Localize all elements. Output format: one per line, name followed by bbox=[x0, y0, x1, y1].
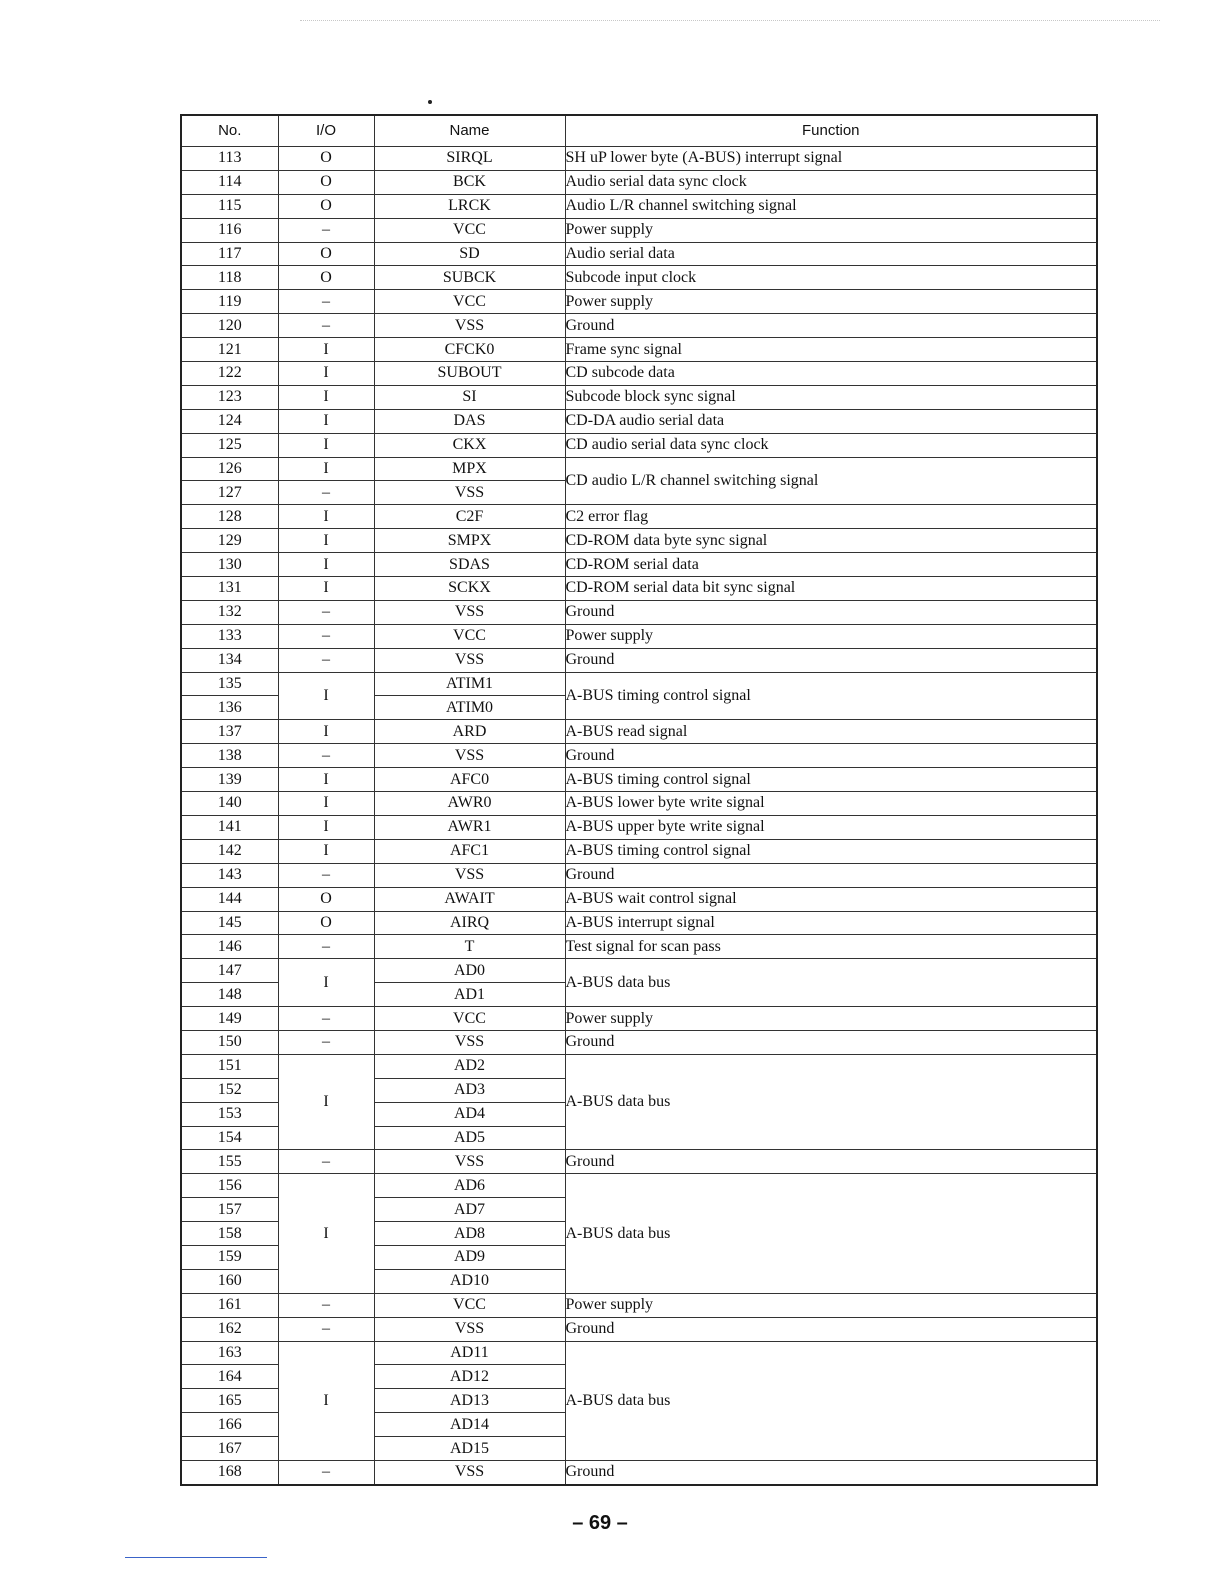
pin-number-cell: 126 bbox=[181, 457, 278, 481]
pin-io-cell: – bbox=[278, 290, 374, 314]
pin-io-cell: I bbox=[278, 505, 374, 529]
pin-function-cell: A-BUS data bus bbox=[565, 1174, 1097, 1293]
bottom-rule bbox=[125, 1557, 267, 1558]
pin-number-cell: 121 bbox=[181, 338, 278, 362]
table-row bbox=[181, 1460, 1097, 1484]
pin-function-cell: Power supply bbox=[565, 1293, 1097, 1317]
pin-io-cell: – bbox=[278, 624, 374, 648]
pin-name-cell: T bbox=[374, 935, 565, 959]
table-row bbox=[181, 1150, 1097, 1174]
pin-io-cell: O bbox=[278, 147, 374, 171]
page-number: – 69 – bbox=[572, 1512, 628, 1534]
pin-name-cell: AD5 bbox=[374, 1126, 565, 1150]
pin-number-cell: 152 bbox=[181, 1078, 278, 1102]
pin-name-cell: SMPX bbox=[374, 529, 565, 553]
pin-number-cell: 122 bbox=[181, 362, 278, 386]
pin-name-cell: LRCK bbox=[374, 194, 565, 218]
table-row bbox=[181, 1030, 1097, 1054]
table-row bbox=[181, 815, 1097, 839]
pin-function-cell: Ground bbox=[565, 648, 1097, 672]
pin-function-cell: CD subcode data bbox=[565, 362, 1097, 386]
pin-io-cell: O bbox=[278, 887, 374, 911]
pin-name-cell: SUBCK bbox=[374, 266, 565, 290]
table-row bbox=[181, 1341, 1097, 1365]
pin-function-cell: Power supply bbox=[565, 624, 1097, 648]
pin-number-cell: 144 bbox=[181, 887, 278, 911]
table-row bbox=[181, 409, 1097, 433]
pin-number-cell: 163 bbox=[181, 1341, 278, 1365]
pin-io-cell: – bbox=[278, 1317, 374, 1341]
pin-name-cell: SDAS bbox=[374, 553, 565, 577]
pin-name-cell: AD4 bbox=[374, 1102, 565, 1126]
pin-number-cell: 118 bbox=[181, 266, 278, 290]
pin-io-cell: – bbox=[278, 744, 374, 768]
pin-io-cell: – bbox=[278, 863, 374, 887]
pin-name-cell: AD1 bbox=[374, 983, 565, 1007]
pin-name-cell: VSS bbox=[374, 1460, 565, 1484]
pin-name-cell: AD7 bbox=[374, 1198, 565, 1222]
pin-number-cell: 135 bbox=[181, 672, 278, 696]
pin-name-cell: AD15 bbox=[374, 1437, 565, 1461]
pin-io-cell: – bbox=[278, 1293, 374, 1317]
table-row bbox=[181, 338, 1097, 362]
pin-name-cell: CKX bbox=[374, 433, 565, 457]
pin-number-cell: 124 bbox=[181, 409, 278, 433]
pin-name-cell: AD0 bbox=[374, 959, 565, 983]
pin-function-cell: Ground bbox=[565, 314, 1097, 338]
table-row bbox=[181, 1007, 1097, 1031]
pin-number-cell: 166 bbox=[181, 1413, 278, 1437]
pin-function-cell: A-BUS interrupt signal bbox=[565, 911, 1097, 935]
table-row bbox=[181, 457, 1097, 481]
pin-function-cell: Power supply bbox=[565, 1007, 1097, 1031]
pin-name-cell: VCC bbox=[374, 290, 565, 314]
table-row bbox=[181, 553, 1097, 577]
pin-function-cell: A-BUS timing control signal bbox=[565, 839, 1097, 863]
pin-number-cell: 120 bbox=[181, 314, 278, 338]
pin-name-cell: VSS bbox=[374, 314, 565, 338]
pin-name-cell: VSS bbox=[374, 481, 565, 505]
pin-number-cell: 136 bbox=[181, 696, 278, 720]
pin-name-cell: VSS bbox=[374, 600, 565, 624]
pin-name-cell: AFC0 bbox=[374, 768, 565, 792]
pin-function-cell: SH uP lower byte (A-BUS) interrupt signal bbox=[565, 147, 1097, 171]
pin-function-cell: A-BUS upper byte write signal bbox=[565, 815, 1097, 839]
pin-io-cell: I bbox=[278, 792, 374, 816]
pin-name-cell: SUBOUT bbox=[374, 362, 565, 386]
pin-number-cell: 123 bbox=[181, 385, 278, 409]
pin-function-cell: C2 error flag bbox=[565, 505, 1097, 529]
pin-number-cell: 145 bbox=[181, 911, 278, 935]
table-row bbox=[181, 1317, 1097, 1341]
pin-function-cell: A-BUS lower byte write signal bbox=[565, 792, 1097, 816]
table-row bbox=[181, 1054, 1097, 1078]
pin-number-cell: 114 bbox=[181, 170, 278, 194]
pin-name-cell: AWR1 bbox=[374, 815, 565, 839]
table-row bbox=[181, 1174, 1097, 1198]
pin-function-cell: Ground bbox=[565, 863, 1097, 887]
pin-io-cell: I bbox=[278, 815, 374, 839]
pin-name-cell: AD11 bbox=[374, 1341, 565, 1365]
pin-io-cell: – bbox=[278, 1460, 374, 1484]
table-row bbox=[181, 744, 1097, 768]
pin-function-cell: A-BUS timing control signal bbox=[565, 768, 1097, 792]
pin-name-cell: AD9 bbox=[374, 1245, 565, 1269]
pin-io-cell: – bbox=[278, 1030, 374, 1054]
table-row bbox=[181, 505, 1097, 529]
pin-io-cell: – bbox=[278, 648, 374, 672]
pin-name-cell: AD8 bbox=[374, 1222, 565, 1246]
table-row bbox=[181, 792, 1097, 816]
pin-function-cell: Test signal for scan pass bbox=[565, 935, 1097, 959]
table-row bbox=[181, 314, 1097, 338]
pin-name-cell: VCC bbox=[374, 218, 565, 242]
pin-function-cell: Power supply bbox=[565, 290, 1097, 314]
pin-io-cell: I bbox=[278, 385, 374, 409]
pin-name-cell: AD10 bbox=[374, 1269, 565, 1293]
header-io: I/O bbox=[278, 115, 374, 147]
pin-name-cell: SI bbox=[374, 385, 565, 409]
table-row bbox=[181, 863, 1097, 887]
pin-number-cell: 168 bbox=[181, 1460, 278, 1484]
pin-name-cell: VCC bbox=[374, 1293, 565, 1317]
pin-function-cell: Frame sync signal bbox=[565, 338, 1097, 362]
pin-name-cell: AD2 bbox=[374, 1054, 565, 1078]
pin-number-cell: 132 bbox=[181, 600, 278, 624]
table-row bbox=[181, 600, 1097, 624]
pin-io-cell: I bbox=[278, 720, 374, 744]
pin-name-cell: MPX bbox=[374, 457, 565, 481]
pin-number-cell: 146 bbox=[181, 935, 278, 959]
pin-io-cell: I bbox=[278, 672, 374, 720]
pin-function-cell: Audio L/R channel switching signal bbox=[565, 194, 1097, 218]
pin-name-cell: VSS bbox=[374, 1317, 565, 1341]
pin-number-cell: 141 bbox=[181, 815, 278, 839]
header-name: Name bbox=[374, 115, 565, 147]
pin-function-cell: Subcode input clock bbox=[565, 266, 1097, 290]
pin-name-cell: AIRQ bbox=[374, 911, 565, 935]
pin-function-cell: Subcode block sync signal bbox=[565, 385, 1097, 409]
pin-function-cell: Ground bbox=[565, 1030, 1097, 1054]
pin-number-cell: 127 bbox=[181, 481, 278, 505]
pin-io-cell: O bbox=[278, 911, 374, 935]
table-row bbox=[181, 911, 1097, 935]
pin-function-cell: Audio serial data bbox=[565, 242, 1097, 266]
pin-number-cell: 150 bbox=[181, 1030, 278, 1054]
table-body bbox=[181, 147, 1097, 1485]
pin-io-cell: I bbox=[278, 409, 374, 433]
pin-number-cell: 139 bbox=[181, 768, 278, 792]
table-row bbox=[181, 147, 1097, 171]
pin-io-cell: I bbox=[278, 433, 374, 457]
pin-number-cell: 159 bbox=[181, 1245, 278, 1269]
pin-name-cell: C2F bbox=[374, 505, 565, 529]
pin-number-cell: 142 bbox=[181, 839, 278, 863]
table-row bbox=[181, 720, 1097, 744]
pin-io-cell: – bbox=[278, 935, 374, 959]
pin-name-cell: AWR0 bbox=[374, 792, 565, 816]
pin-number-cell: 113 bbox=[181, 147, 278, 171]
pin-io-cell: I bbox=[278, 959, 374, 1007]
pin-number-cell: 129 bbox=[181, 529, 278, 553]
pin-function-cell: A-BUS data bus bbox=[565, 1341, 1097, 1460]
header-function: Function bbox=[565, 115, 1097, 147]
pin-io-cell: I bbox=[278, 529, 374, 553]
pin-io-cell: I bbox=[278, 457, 374, 481]
table-row bbox=[181, 768, 1097, 792]
pin-function-cell: A-BUS data bus bbox=[565, 1054, 1097, 1150]
pin-function-cell: A-BUS data bus bbox=[565, 959, 1097, 1007]
table-row bbox=[181, 170, 1097, 194]
pin-number-cell: 149 bbox=[181, 1007, 278, 1031]
pin-number-cell: 116 bbox=[181, 218, 278, 242]
pin-number-cell: 162 bbox=[181, 1317, 278, 1341]
pin-name-cell: VSS bbox=[374, 1150, 565, 1174]
pin-name-cell: VCC bbox=[374, 1007, 565, 1031]
pin-io-cell: I bbox=[278, 577, 374, 601]
pin-function-cell: Ground bbox=[565, 1460, 1097, 1484]
pin-number-cell: 147 bbox=[181, 959, 278, 983]
table-row bbox=[181, 433, 1097, 457]
pin-number-cell: 133 bbox=[181, 624, 278, 648]
pin-number-cell: 128 bbox=[181, 505, 278, 529]
pin-number-cell: 151 bbox=[181, 1054, 278, 1078]
pin-name-cell: VSS bbox=[374, 1030, 565, 1054]
table-row bbox=[181, 362, 1097, 386]
pin-name-cell: AD6 bbox=[374, 1174, 565, 1198]
pin-io-cell: – bbox=[278, 1150, 374, 1174]
pin-number-cell: 154 bbox=[181, 1126, 278, 1150]
pin-io-cell: O bbox=[278, 242, 374, 266]
pin-function-cell: CD-ROM serial data bit sync signal bbox=[565, 577, 1097, 601]
pin-name-cell: DAS bbox=[374, 409, 565, 433]
pin-function-cell: Audio serial data sync clock bbox=[565, 170, 1097, 194]
pin-number-cell: 148 bbox=[181, 983, 278, 1007]
pin-name-cell: ATIM1 bbox=[374, 672, 565, 696]
table-row bbox=[181, 887, 1097, 911]
pin-name-cell: VSS bbox=[374, 744, 565, 768]
pin-name-cell: AD13 bbox=[374, 1389, 565, 1413]
table-row bbox=[181, 648, 1097, 672]
pin-name-cell: AD12 bbox=[374, 1365, 565, 1389]
pin-name-cell: ARD bbox=[374, 720, 565, 744]
pin-function-cell: CD audio L/R channel switching signal bbox=[565, 457, 1097, 505]
pin-function-table bbox=[180, 114, 1098, 1486]
pin-name-cell: CFCK0 bbox=[374, 338, 565, 362]
pin-number-cell: 137 bbox=[181, 720, 278, 744]
pin-name-cell: BCK bbox=[374, 170, 565, 194]
scan-speck bbox=[428, 100, 432, 104]
pin-number-cell: 119 bbox=[181, 290, 278, 314]
table-row bbox=[181, 672, 1097, 696]
table-row bbox=[181, 242, 1097, 266]
pin-number-cell: 117 bbox=[181, 242, 278, 266]
pin-name-cell: ATIM0 bbox=[374, 696, 565, 720]
pin-number-cell: 165 bbox=[181, 1389, 278, 1413]
pin-name-cell: AD3 bbox=[374, 1078, 565, 1102]
pin-name-cell: SCKX bbox=[374, 577, 565, 601]
header-no: No. bbox=[181, 115, 278, 147]
pin-number-cell: 167 bbox=[181, 1437, 278, 1461]
pin-number-cell: 153 bbox=[181, 1102, 278, 1126]
pin-number-cell: 160 bbox=[181, 1269, 278, 1293]
pin-function-cell: CD-DA audio serial data bbox=[565, 409, 1097, 433]
pin-number-cell: 115 bbox=[181, 194, 278, 218]
pin-number-cell: 155 bbox=[181, 1150, 278, 1174]
pin-io-cell: I bbox=[278, 1174, 374, 1293]
pin-io-cell: – bbox=[278, 218, 374, 242]
pin-function-cell: CD-ROM serial data bbox=[565, 553, 1097, 577]
pin-name-cell: SIRQL bbox=[374, 147, 565, 171]
pin-function-cell: Ground bbox=[565, 744, 1097, 768]
pin-function-cell: Ground bbox=[565, 600, 1097, 624]
pin-name-cell: SD bbox=[374, 242, 565, 266]
pin-io-cell: I bbox=[278, 839, 374, 863]
table-row bbox=[181, 959, 1097, 983]
table-row bbox=[181, 218, 1097, 242]
pin-io-cell: I bbox=[278, 1054, 374, 1150]
table-row bbox=[181, 529, 1097, 553]
pin-function-cell: CD audio serial data sync clock bbox=[565, 433, 1097, 457]
pin-io-cell: – bbox=[278, 600, 374, 624]
table-row bbox=[181, 839, 1097, 863]
table-row bbox=[181, 1293, 1097, 1317]
table-row bbox=[181, 194, 1097, 218]
pin-number-cell: 161 bbox=[181, 1293, 278, 1317]
pin-io-cell: I bbox=[278, 768, 374, 792]
pin-function-cell: CD-ROM data byte sync signal bbox=[565, 529, 1097, 553]
table-header-row bbox=[181, 115, 1097, 147]
pin-function-cell: Power supply bbox=[565, 218, 1097, 242]
table-row bbox=[181, 624, 1097, 648]
pin-number-cell: 138 bbox=[181, 744, 278, 768]
table-row bbox=[181, 290, 1097, 314]
pin-io-cell: – bbox=[278, 1007, 374, 1031]
pin-number-cell: 131 bbox=[181, 577, 278, 601]
pin-number-cell: 125 bbox=[181, 433, 278, 457]
table-row bbox=[181, 385, 1097, 409]
pin-function-cell: A-BUS wait control signal bbox=[565, 887, 1097, 911]
scan-artifact-line bbox=[300, 20, 1160, 21]
pin-number-cell: 130 bbox=[181, 553, 278, 577]
pin-name-cell: AFC1 bbox=[374, 839, 565, 863]
pin-io-cell: O bbox=[278, 170, 374, 194]
pin-name-cell: VCC bbox=[374, 624, 565, 648]
pin-io-cell: – bbox=[278, 481, 374, 505]
pin-io-cell: O bbox=[278, 266, 374, 290]
pin-number-cell: 158 bbox=[181, 1222, 278, 1246]
pin-number-cell: 157 bbox=[181, 1198, 278, 1222]
pin-number-cell: 156 bbox=[181, 1174, 278, 1198]
pin-name-cell: VSS bbox=[374, 863, 565, 887]
pin-io-cell: I bbox=[278, 1341, 374, 1460]
pin-number-cell: 143 bbox=[181, 863, 278, 887]
pin-function-cell: A-BUS read signal bbox=[565, 720, 1097, 744]
pin-function-cell: Ground bbox=[565, 1150, 1097, 1174]
pin-name-cell: AD14 bbox=[374, 1413, 565, 1437]
pin-io-cell: – bbox=[278, 314, 374, 338]
pin-io-cell: I bbox=[278, 553, 374, 577]
pin-name-cell: AWAIT bbox=[374, 887, 565, 911]
pin-number-cell: 134 bbox=[181, 648, 278, 672]
table-row bbox=[181, 935, 1097, 959]
pin-function-cell: A-BUS timing control signal bbox=[565, 672, 1097, 720]
pin-function-cell: Ground bbox=[565, 1317, 1097, 1341]
pin-io-cell: I bbox=[278, 362, 374, 386]
pin-number-cell: 140 bbox=[181, 792, 278, 816]
pin-number-cell: 164 bbox=[181, 1365, 278, 1389]
table-row bbox=[181, 266, 1097, 290]
table-row bbox=[181, 577, 1097, 601]
pin-io-cell: I bbox=[278, 338, 374, 362]
pin-name-cell: VSS bbox=[374, 648, 565, 672]
pin-io-cell: O bbox=[278, 194, 374, 218]
